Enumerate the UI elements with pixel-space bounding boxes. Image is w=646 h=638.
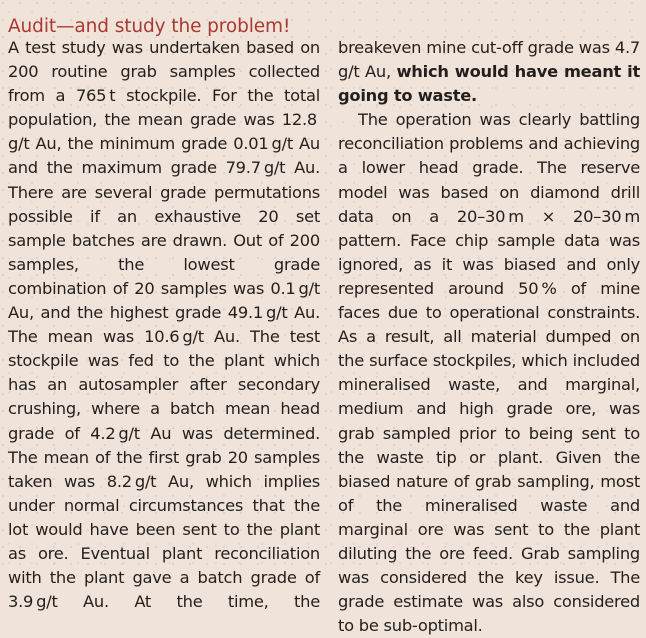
paragraph-body-right-continuation — [338, 36, 640, 108]
left-text-column — [8, 36, 320, 614]
paragraph-plain-run: breakeven mine cut-off grade was 4.7 g/t Au, — [338, 38, 640, 82]
paragraph-bold-run: which would have meant it going to waste. — [338, 62, 640, 106]
paragraph-body-right-second: The operation was clearly battling reconciliation problems and achieving a lower head grade. The reserve model was based on diamond drill data on a 20–30 m × 20–30 m pattern. Face chip sample data was ignored, as it was biased and only represented around 50 % of mine faces due to operational constraints. As a result, all material dumped on the surface stockpiles, which included mineralised waste, and marginal, medium and high grade ore, was grab sampled prior to being sent to the waste tip or plant. Given the biased nature of grab sampling, most of the mineralised waste and marginal ore was sent to the plant diluting the ore feed. Grab sampling was considered the key issue. The grade estimate was also considered to be sub-optimal. — [338, 110, 640, 636]
right-text-column — [338, 36, 640, 638]
paragraph-body-left: A test study was undertaken based on 200 routine grab samples collected from a 765 t stockpile. For the total population, the mean grade was 12.8 g/t Au, the minimum grade 0.01 g/t Au and the maximum grade 79.7 g/t Au. There are several grade permutations possible if an exhaustive 20 set sample batches are drawn. Out of 200 samples, the lowest grade combination of 20 samples was 0.1 g/t Au, and the highest grade 49.1 g/t Au. The mean was 10.6 g/t Au. The test stockpile was fed to the plant which has an autosampler after secondary crushing, where a batch mean head grade of 4.2 g/t Au was determined. The mean of the first grab 20 samples taken was 8.2 g/t Au, which implies under normal circumstances that the lot would have been sent to the plant as ore. Eventual plant reconciliation with the plant gave a batch grade of 3.9 g/t Au. At the time, the — [8, 38, 320, 612]
page-heading: Audit—and study the problem! — [8, 16, 291, 38]
